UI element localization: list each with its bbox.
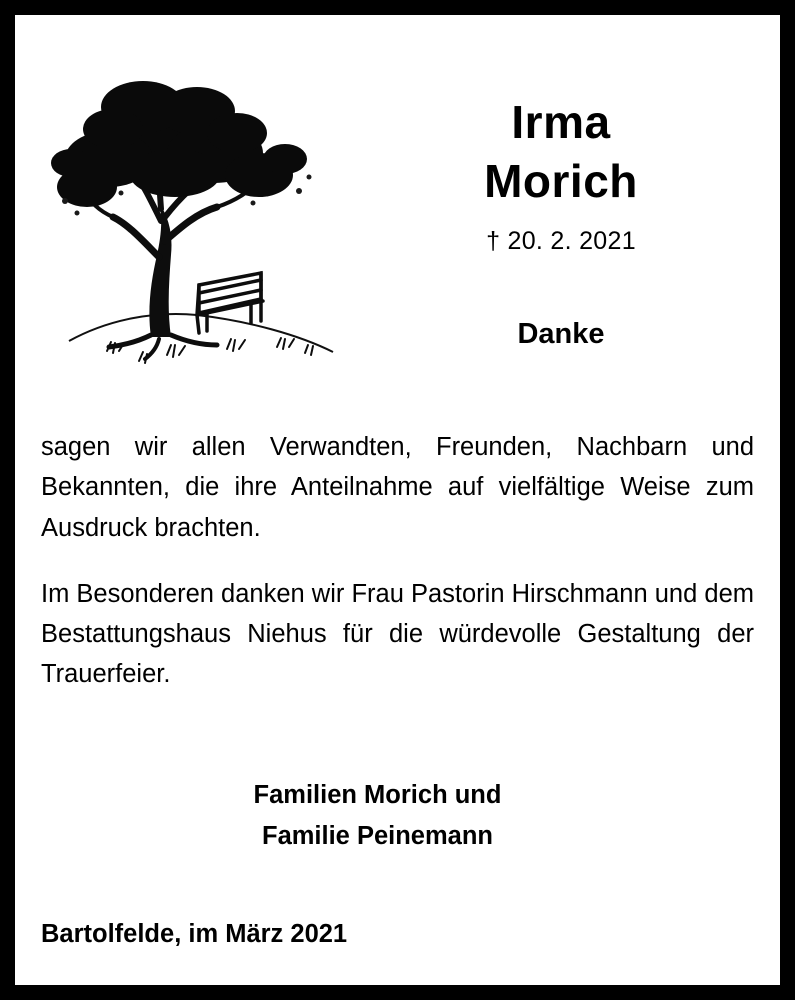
- death-date: † 20. 2. 2021: [486, 226, 636, 255]
- obituary-header-area: [41, 33, 754, 393]
- thanks-paragraph-1: sagen wir allen Verwandten, Freunden, Nachbarn und Bekannten, die ihre Anteilnahme auf vielfältige Weise zum Ausdruck brachten.: [41, 433, 754, 542]
- deceased-name-block: [361, 93, 761, 351]
- deceased-last-name: Morich: [484, 154, 638, 207]
- deceased-first-name: Irma: [511, 96, 611, 148]
- signature-line-1: Familien Morich und: [253, 780, 502, 809]
- signature-line-2: Familie Peinemann: [262, 821, 493, 850]
- tree-with-bench-icon: [47, 41, 347, 391]
- thanks-paragraph-2: Im Besonderen danken wir Frau Pastorin Hirschmann und dem Bestattungshaus Niehus für die würdevolle Gestaltung der Trauerfeier.: [41, 579, 754, 689]
- obituary-body: [41, 427, 754, 695]
- thanks-heading: Danke: [517, 317, 605, 350]
- place-and-date: Bartolfelde, im März 2021: [41, 920, 348, 948]
- obituary-inner-frame: [12, 12, 783, 988]
- signature-block: [41, 775, 754, 858]
